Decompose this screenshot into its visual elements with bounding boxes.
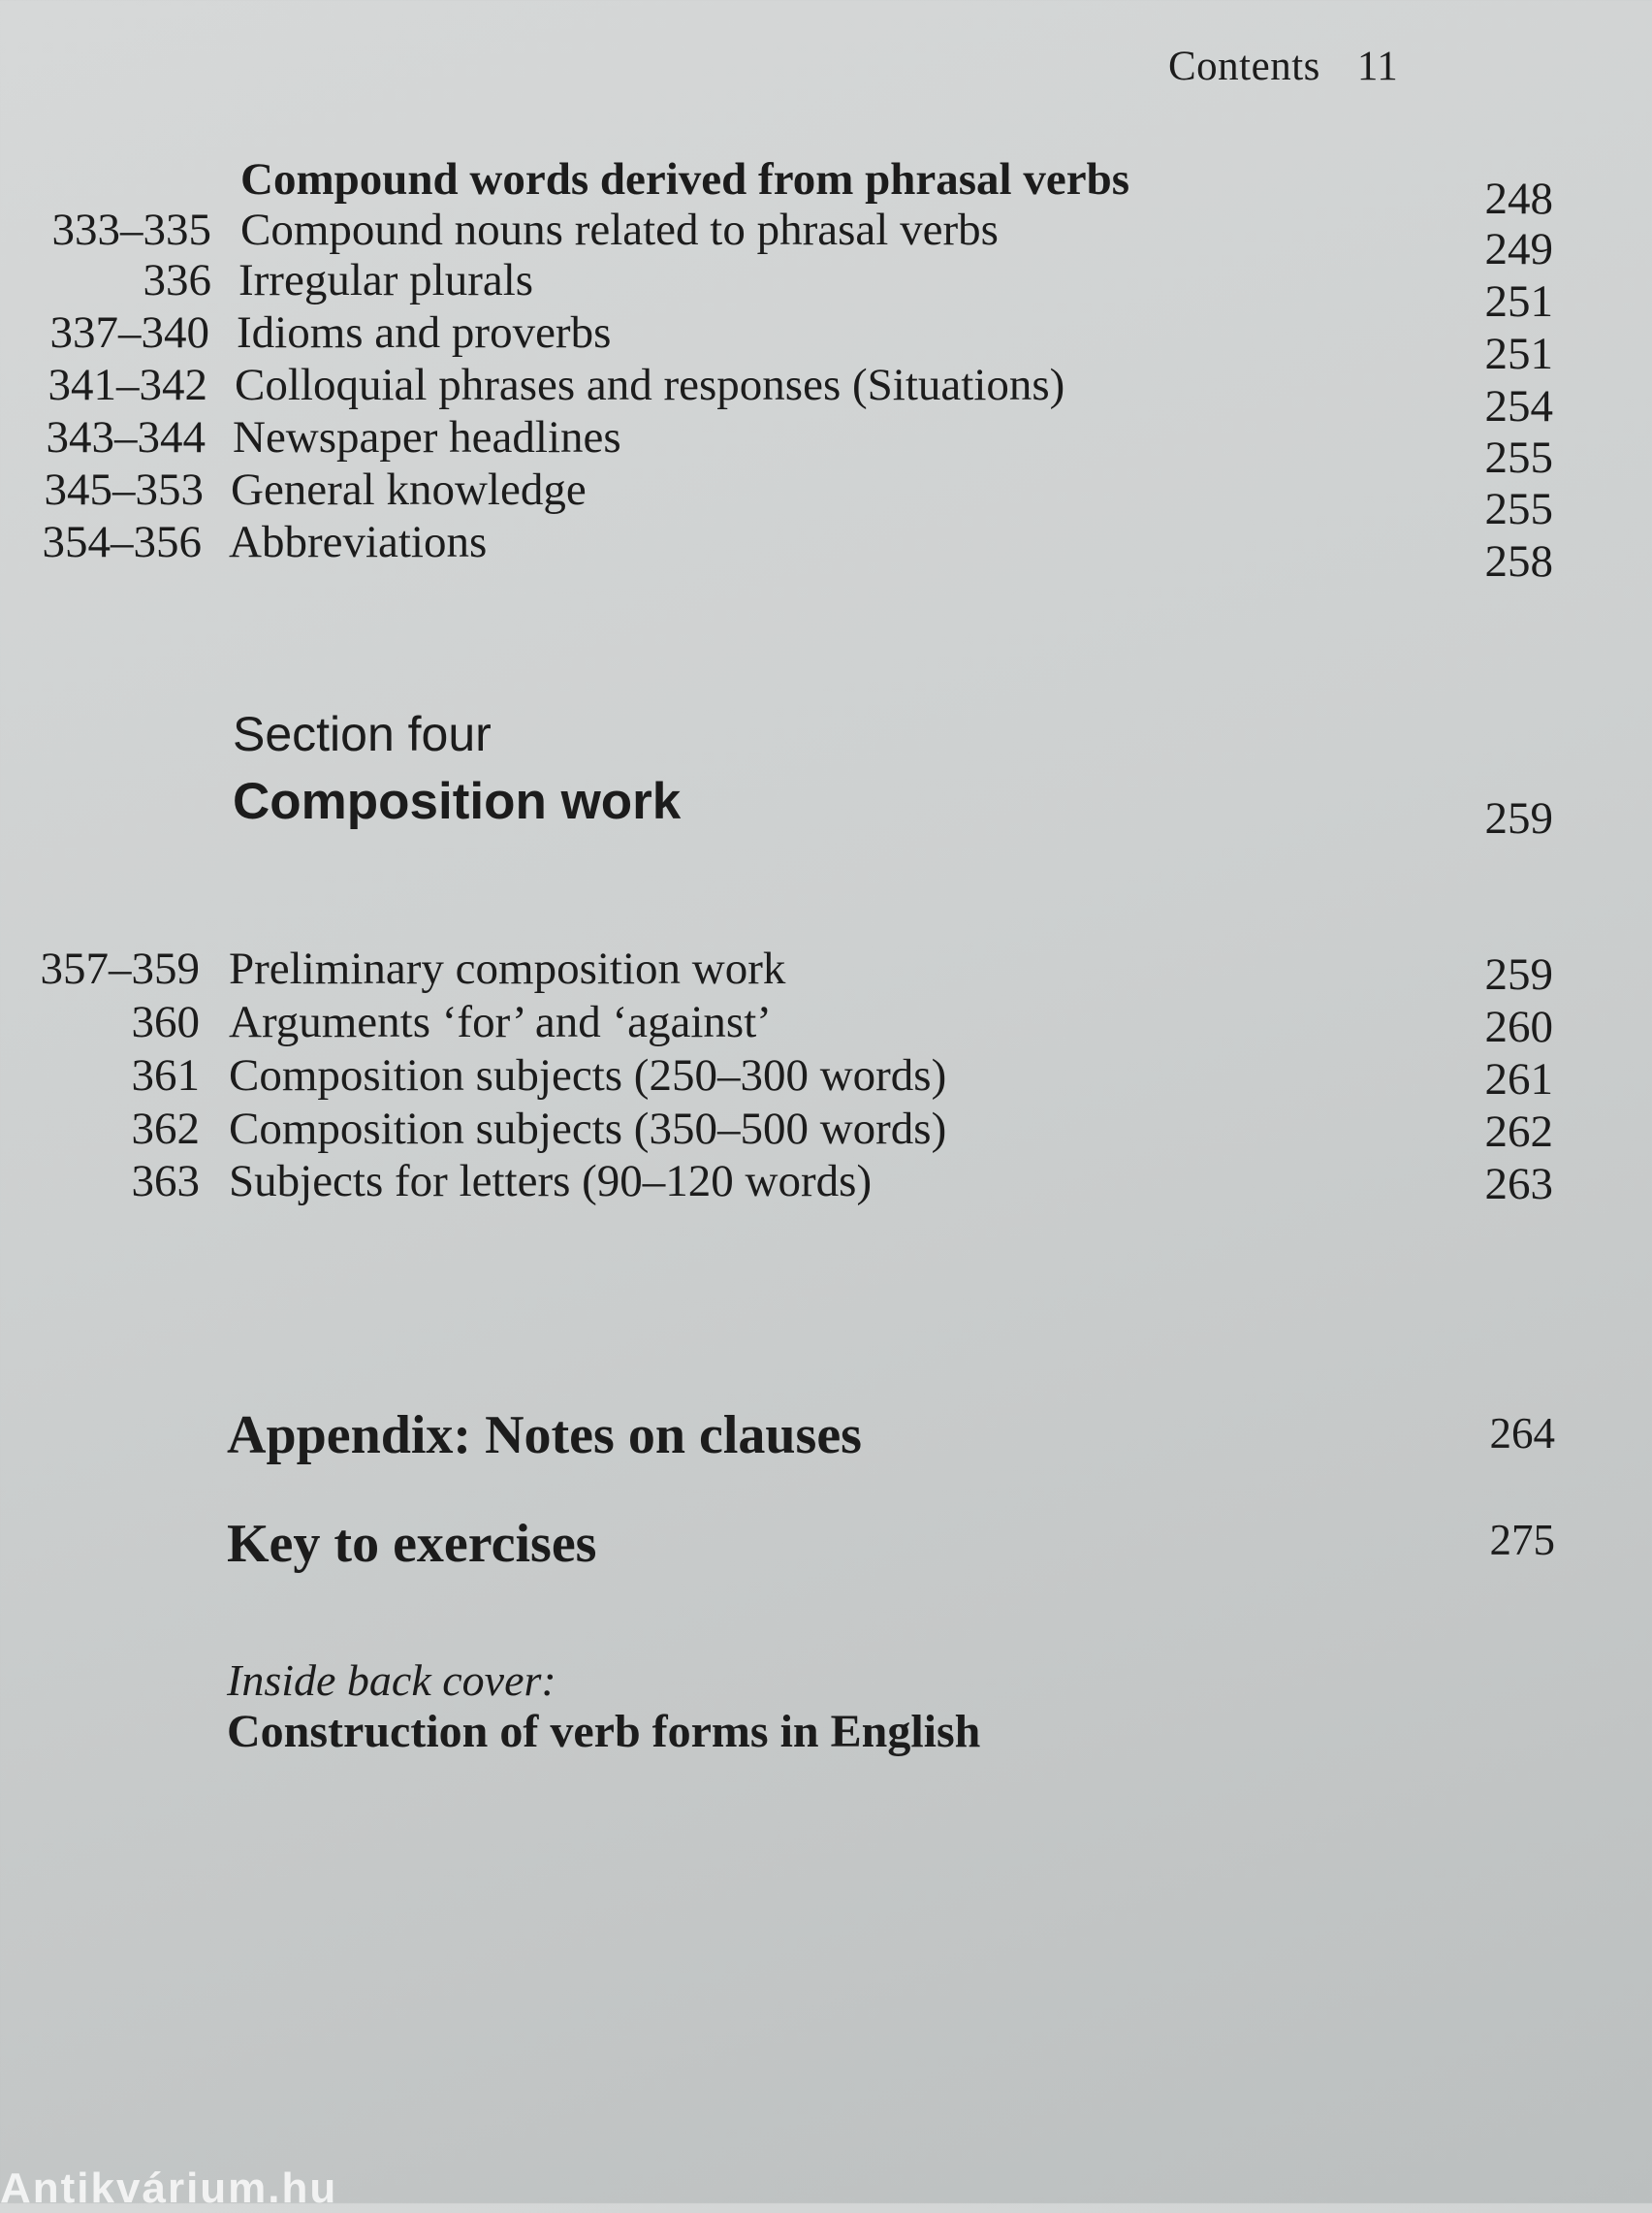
entry-page: 255 — [1484, 484, 1553, 534]
entry-number: 333–335 — [51, 205, 211, 255]
entry-number: 343–344 — [46, 412, 206, 463]
entry-page: 260 — [1484, 1002, 1553, 1052]
entry-number: 362 — [131, 1104, 200, 1154]
entry-page: 258 — [1484, 536, 1553, 587]
entry-page: 263 — [1484, 1159, 1553, 1209]
entry-number: 360 — [131, 997, 200, 1047]
entry-title: Composition subjects (350–500 words) — [229, 1104, 947, 1154]
appendix-title: Appendix: Notes on clauses — [227, 1405, 862, 1465]
key-title: Key to exercises — [227, 1514, 597, 1574]
entry-number: 354–356 — [42, 517, 202, 567]
entry-title: Newspaper headlines — [233, 412, 621, 463]
entry-number: 357–359 — [40, 944, 200, 994]
header-label: Contents — [1168, 44, 1320, 89]
entry-title: Compound nouns related to phrasal verbs — [240, 205, 999, 255]
entry-page: 262 — [1484, 1106, 1553, 1157]
section-title: Composition work — [233, 773, 682, 830]
entry-title: Arguments ‘for’ and ‘against’ — [229, 997, 772, 1047]
entry-number: 363 — [131, 1156, 200, 1206]
section-label: Section four — [233, 707, 492, 761]
entry-title: Colloquial phrases and responses (Situations) — [235, 360, 1065, 410]
entry-page: 254 — [1484, 381, 1553, 432]
subheading-page: 248 — [1484, 174, 1553, 224]
appendix-page: 264 — [1489, 1409, 1555, 1458]
entry-page: 259 — [1484, 949, 1553, 1000]
section-page: 259 — [1484, 793, 1553, 844]
entry-number: 337–340 — [49, 307, 209, 358]
inside-cover-label: Inside back cover: — [227, 1655, 556, 1705]
entry-page: 261 — [1484, 1054, 1553, 1105]
entry-title: Preliminary composition work — [229, 944, 786, 994]
entry-title: Abbreviations — [229, 517, 488, 567]
entry-title: Subjects for letters (90–120 words) — [229, 1156, 873, 1206]
subheading-compound-words: Compound words derived from phrasal verbs — [240, 154, 1130, 205]
entry-title: Irregular plurals — [238, 255, 534, 305]
entry-number: 336 — [143, 255, 211, 305]
entry-title: Idioms and proverbs — [237, 307, 612, 358]
entry-number: 341–342 — [48, 360, 207, 410]
header-page-number: 11 — [1356, 44, 1399, 89]
entry-page: 251 — [1484, 276, 1553, 327]
key-page: 275 — [1489, 1516, 1555, 1564]
running-header — [1168, 43, 1398, 90]
inside-cover-title: Construction of verb forms in English — [227, 1706, 981, 1757]
entry-page: 251 — [1484, 329, 1553, 379]
entry-title: General knowledge — [231, 465, 587, 515]
entry-page: 255 — [1484, 433, 1553, 483]
watermark: Antikvárium.hu — [0, 2165, 338, 2212]
entry-number: 361 — [131, 1050, 200, 1101]
entry-number: 345–353 — [44, 465, 204, 515]
entry-page: 249 — [1484, 224, 1553, 274]
entry-title: Composition subjects (250–300 words) — [229, 1050, 947, 1101]
